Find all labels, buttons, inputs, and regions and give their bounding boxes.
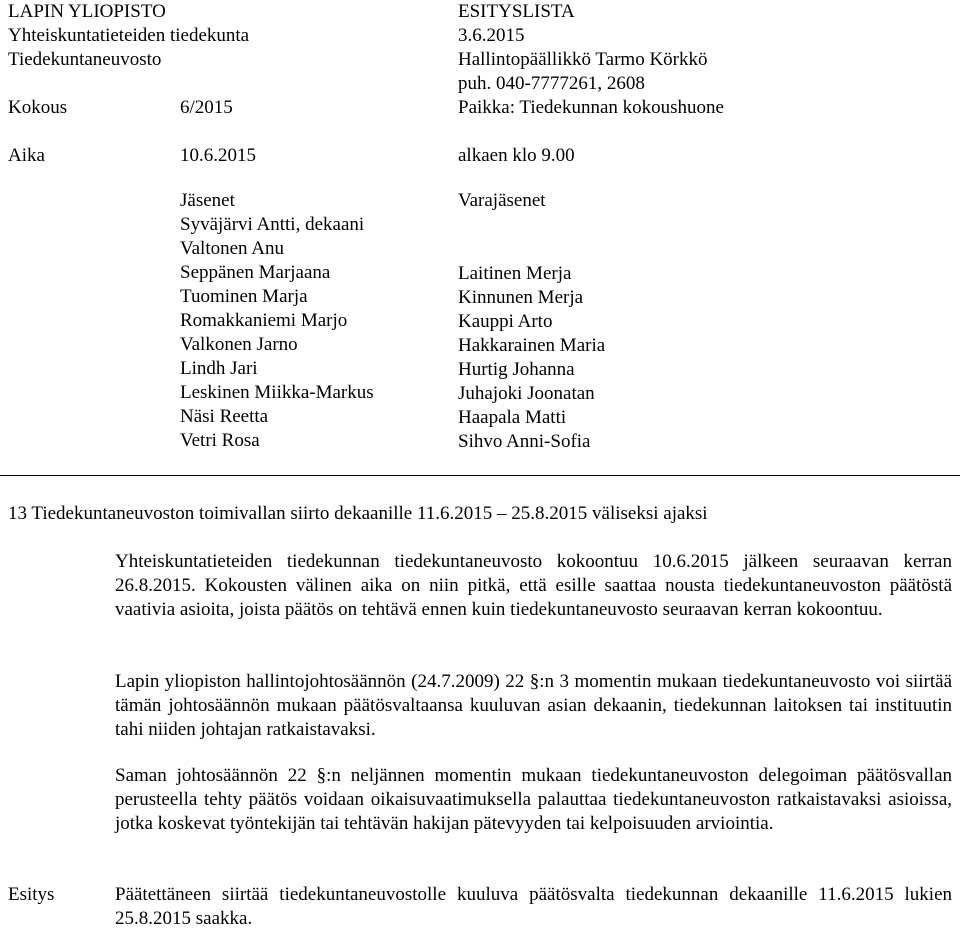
member-name: Tuominen Marja — [180, 286, 308, 307]
member-name: Valkonen Jarno — [180, 334, 298, 355]
meeting-label: Kokous — [8, 97, 68, 118]
member-name: Seppänen Marjaana — [180, 262, 331, 283]
member-name: Syväjärvi Antti, dekaani — [180, 214, 365, 235]
deputies-heading: Varajäsenet — [458, 190, 546, 211]
body-paragraph: Saman johtosäännön 22 §:n neljännen momentin mukaan tiedekuntaneuvoston delegoiman päätösvallan perusteella tehty päätös voidaan oikaisuvaatimuksella palauttaa tiedekuntaneuvoston ratkaistavaksi asioissa, jotka koskevat työntekijän tai tehtävän hakijan pätevyyden tai kelpoisuuden arviointia. — [115, 765, 952, 834]
meeting-start: alkaen klo 9.00 — [458, 145, 575, 166]
university-name: LAPIN YLIOPISTO — [8, 1, 166, 22]
meeting-place: Paikka: Tiedekunnan kokoushuone — [458, 97, 724, 118]
member-name: Valtonen Anu — [180, 238, 284, 259]
meeting-date: 10.6.2015 — [180, 145, 256, 166]
council-name: Tiedekuntaneuvosto — [8, 49, 162, 70]
contact-name: Hallintopäällikkö Tarmo Körkkö — [458, 49, 708, 70]
deputy-name: Kauppi Arto — [458, 311, 553, 332]
time-label: Aika — [8, 145, 45, 166]
member-name: Vetri Rosa — [180, 430, 260, 451]
body-paragraph: Yhteiskuntatieteiden tiedekunnan tiedekuntaneuvosto kokoontuu 10.6.2015 jälkeen seuraavan kerran 26.8.2015. Kokousten välinen aika on niin pitkä, että esille saattaa nousta tiedekuntaneuvoston päätöstä vaativia asioita, joista päätös on tehtävä ennen kuin tiedekuntaneuvosto seuraavan kerran kokoontuu. — [115, 551, 952, 620]
deputy-name: Haapala Matti — [458, 407, 567, 428]
deputy-name: Hakkarainen Maria — [458, 335, 606, 356]
document-date: 3.6.2015 — [458, 25, 525, 46]
deputy-name: Kinnunen Merja — [458, 287, 584, 308]
contact-phone: puh. 040-7777261, 2608 — [458, 73, 645, 94]
document-type: ESITYSLISTA — [458, 1, 575, 22]
deputy-name: Juhajoki Joonatan — [458, 383, 595, 404]
faculty-name: Yhteiskuntatieteiden tiedekunta — [8, 25, 250, 46]
member-name: Leskinen Miikka-Markus — [180, 382, 374, 403]
meeting-number: 6/2015 — [180, 97, 233, 118]
body-paragraph: Lapin yliopiston hallintojohtosäännön (24.7.2009) 22 §:n 3 momentin mukaan tiedekuntaneuvosto voi siirtää tämän johtosäännön mukaan päätösvaltaansa kuuluvan asian dekaanin, tiedekunnan laitoksen tai instituutin tahi niiden johtajan ratkaistavaksi. — [115, 671, 952, 740]
members-heading: Jäsenet — [180, 190, 235, 211]
proposal-text: Päätettäneen siirtää tiedekuntaneuvostolle kuuluva päätösvalta tiedekunnan dekaanille 11.6.2015 lukien 25.8.2015 saakka. — [115, 884, 952, 929]
member-name: Romakkaniemi Marjo — [180, 310, 348, 331]
deputy-name: Hurtig Johanna — [458, 359, 575, 380]
proposal-label: Esitys — [8, 884, 55, 905]
member-name: Näsi Reetta — [180, 406, 269, 427]
deputy-name: Sihvo Anni-Sofia — [458, 431, 591, 452]
member-name: Lindh Jari — [180, 358, 258, 379]
section-divider — [0, 475, 960, 476]
deputy-name: Laitinen Merja — [458, 263, 572, 284]
agenda-item-title: 13 Tiedekuntaneuvoston toimivallan siirto dekaanille 11.6.2015 – 25.8.2015 väliseksi ajaksi — [8, 503, 708, 524]
